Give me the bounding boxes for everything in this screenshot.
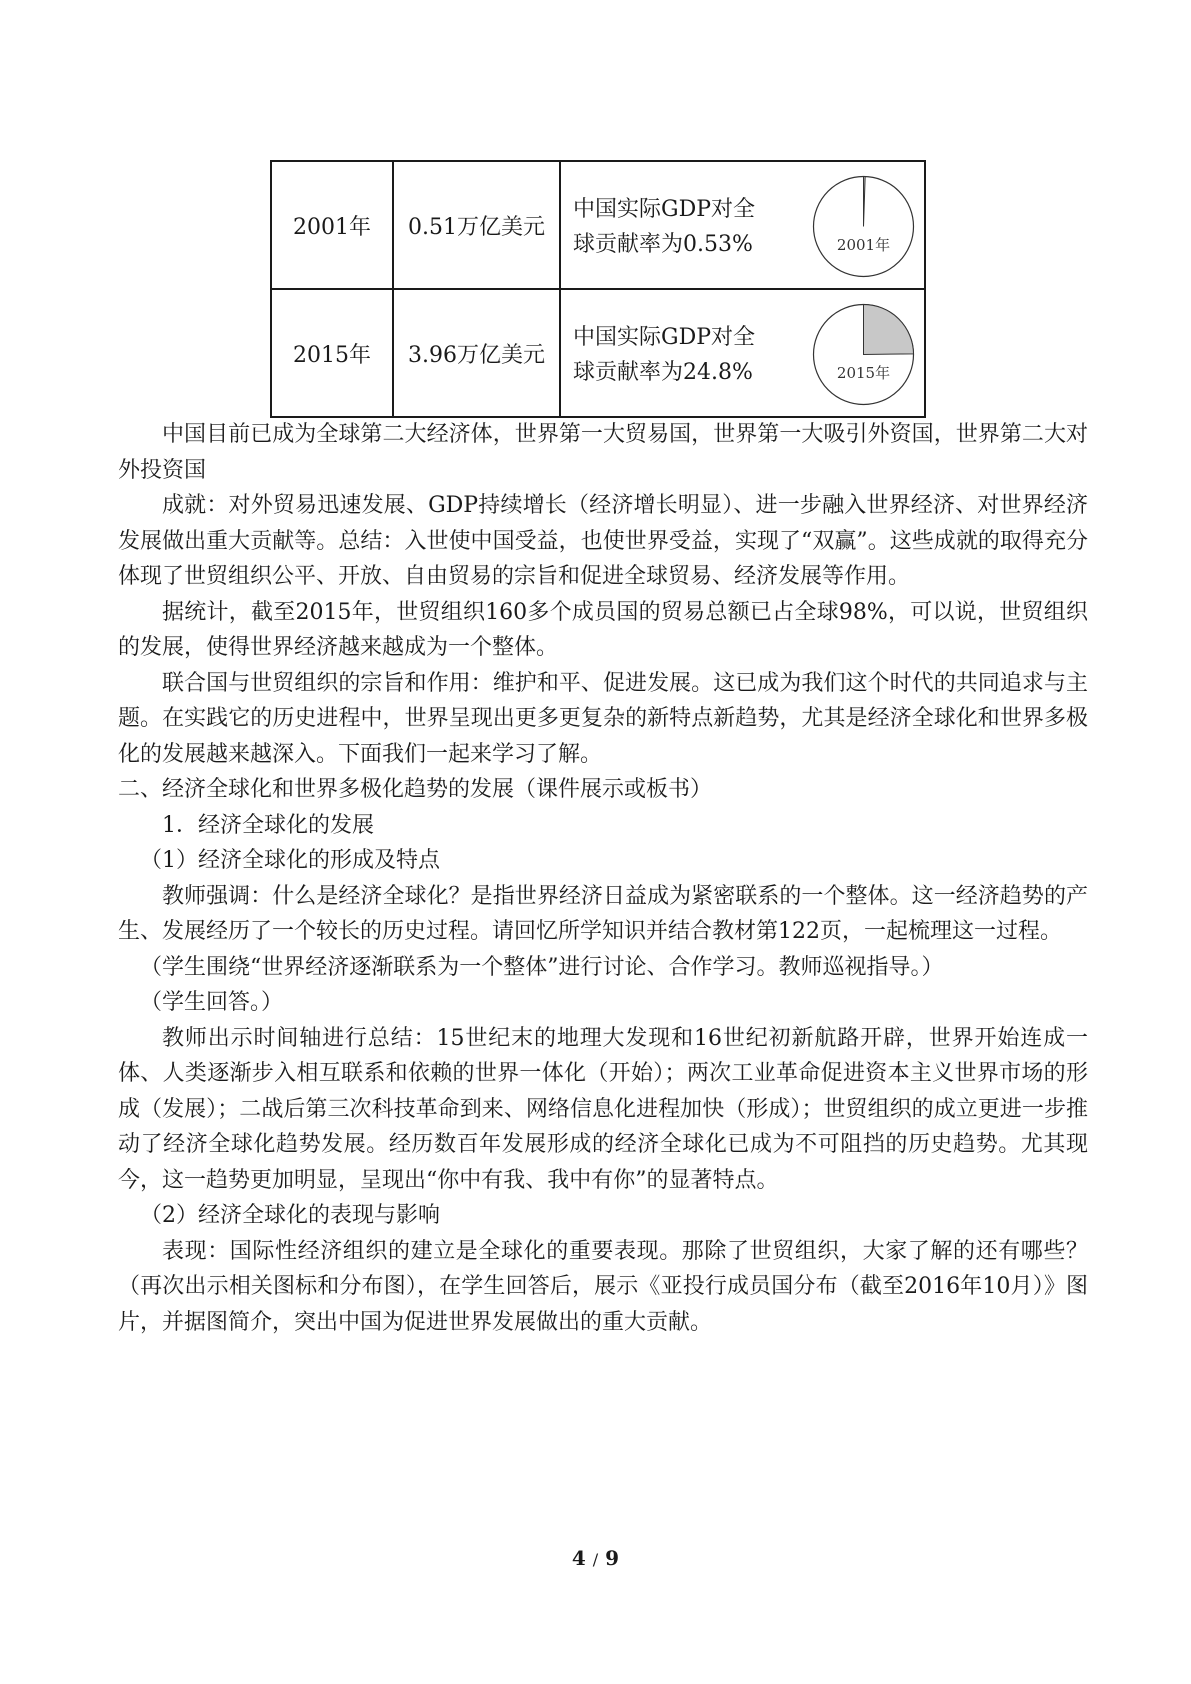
paragraph: 联合国与世贸组织的宗旨和作用：维护和平、促进发展。这已成为我们这个时代的共同追求与主题。在实践它的历史进程中，世界呈现出更多更复杂的新特点新趋势，尤其是经济全球化和世界多极化的发展越来越深入。下面我们一起来学习了解。 bbox=[118, 670, 1088, 767]
table-row bbox=[271, 289, 925, 417]
contribution-cell bbox=[560, 161, 925, 289]
total-pages: 9 bbox=[605, 1546, 620, 1570]
contribution-text bbox=[573, 192, 803, 262]
subsection-heading: （1）经济全球化的形成及特点 bbox=[140, 848, 440, 873]
gdp-contribution-table bbox=[270, 160, 926, 418]
body-text bbox=[118, 417, 1088, 1340]
contribution-text bbox=[573, 320, 803, 390]
paragraph: 据统计，截至2015年，世贸组织160多个成员国的贸易总额已占全球98%，可以说，世贸组织的发展，使得世界经济越来越成为一个整体。 bbox=[118, 599, 1088, 660]
paragraph: 教师出示时间轴进行总结：15世纪末的地理大发现和16世纪初新航路开辟，世界开始连成一体、人类逐渐步入相互联系和依赖的世界一体化（开始）；两次工业革命促进资本主义世界市场的形成（发展）；二战后第三次科技革命到来、网络信息化进程加快（形成）；世贸组织的成立更进一步推动了经济全球化趋势发展。经历数百年发展形成的经济全球化已成为不可阻挡的历史趋势。尤其现今，这一趋势更加明显，呈现出“你中有我、我中有你”的显著特点。 bbox=[118, 1025, 1088, 1193]
pie-label: 2001年 bbox=[836, 236, 891, 254]
subsection-heading: 1．经济全球化的发展 bbox=[162, 812, 374, 838]
current-page: 4 bbox=[571, 1546, 586, 1570]
contribution-line-1: 中国实际GDP对全 bbox=[573, 325, 756, 350]
section-heading: 二、经济全球化和世界多极化趋势的发展（课件展示或板书） bbox=[118, 777, 713, 802]
subsection-heading: （2）经济全球化的表现与影响 bbox=[140, 1203, 440, 1228]
contribution-line-2: 球贡献率为0.53% bbox=[573, 232, 753, 257]
table-row bbox=[271, 161, 925, 289]
paragraph: 表现：国际性经济组织的建立是全球化的重要表现。那除了世贸组织，大家了解的还有哪些？（再次出示相关图标和分布图），在学生回答后，展示《亚投行成员国分布（截至2016年10月）》图片，并据图简介，突出中国为促进世界发展做出的重大贡献。 bbox=[118, 1238, 1088, 1335]
pie-chart-2015 bbox=[811, 302, 916, 407]
pie-label: 2015年 bbox=[836, 364, 891, 382]
contribution-line-2: 球贡献率为24.8% bbox=[573, 360, 753, 385]
paragraph: 成就：对外贸易迅速发展、GDP持续增长（经济增长明显）、进一步融入世界经济、对世界经济发展做出重大贡献等。总结：入世使中国受益，也使世界受益，实现了“双赢”。这些成就的取得充分体现了世贸组织公平、开放、自由贸易的宗旨和促进全球贸易、经济发展等作用。 bbox=[118, 493, 1088, 589]
paragraph: （学生回答。） bbox=[140, 990, 284, 1015]
gdp-value-cell: 3.96万亿美元 bbox=[393, 289, 560, 417]
paragraph: 中国目前已成为全球第二大经济体，世界第一大贸易国，世界第一大吸引外资国，世界第二大对外投资国 bbox=[118, 422, 1088, 483]
contribution-cell bbox=[560, 289, 925, 417]
year-cell: 2015年 bbox=[271, 289, 393, 417]
contribution-line-1: 中国实际GDP对全 bbox=[573, 197, 756, 222]
year-cell: 2001年 bbox=[271, 161, 393, 289]
page-separator: / bbox=[592, 1550, 599, 1569]
pie-chart-2001 bbox=[811, 174, 916, 279]
page-number bbox=[0, 1546, 1191, 1570]
paragraph: 教师强调：什么是经济全球化？是指世界经济日益成为紧密联系的一个整体。这一经济趋势的产生、发展经历了一个较长的历史过程。请回忆所学知识并结合教材第122页，一起梳理这一过程。 bbox=[118, 883, 1088, 944]
paragraph: （学生围绕“世界经济逐渐联系为一个整体”进行讨论、合作学习。教师巡视指导。） bbox=[140, 954, 944, 980]
gdp-value-cell: 0.51万亿美元 bbox=[393, 161, 560, 289]
pie-slice-china bbox=[864, 305, 914, 355]
